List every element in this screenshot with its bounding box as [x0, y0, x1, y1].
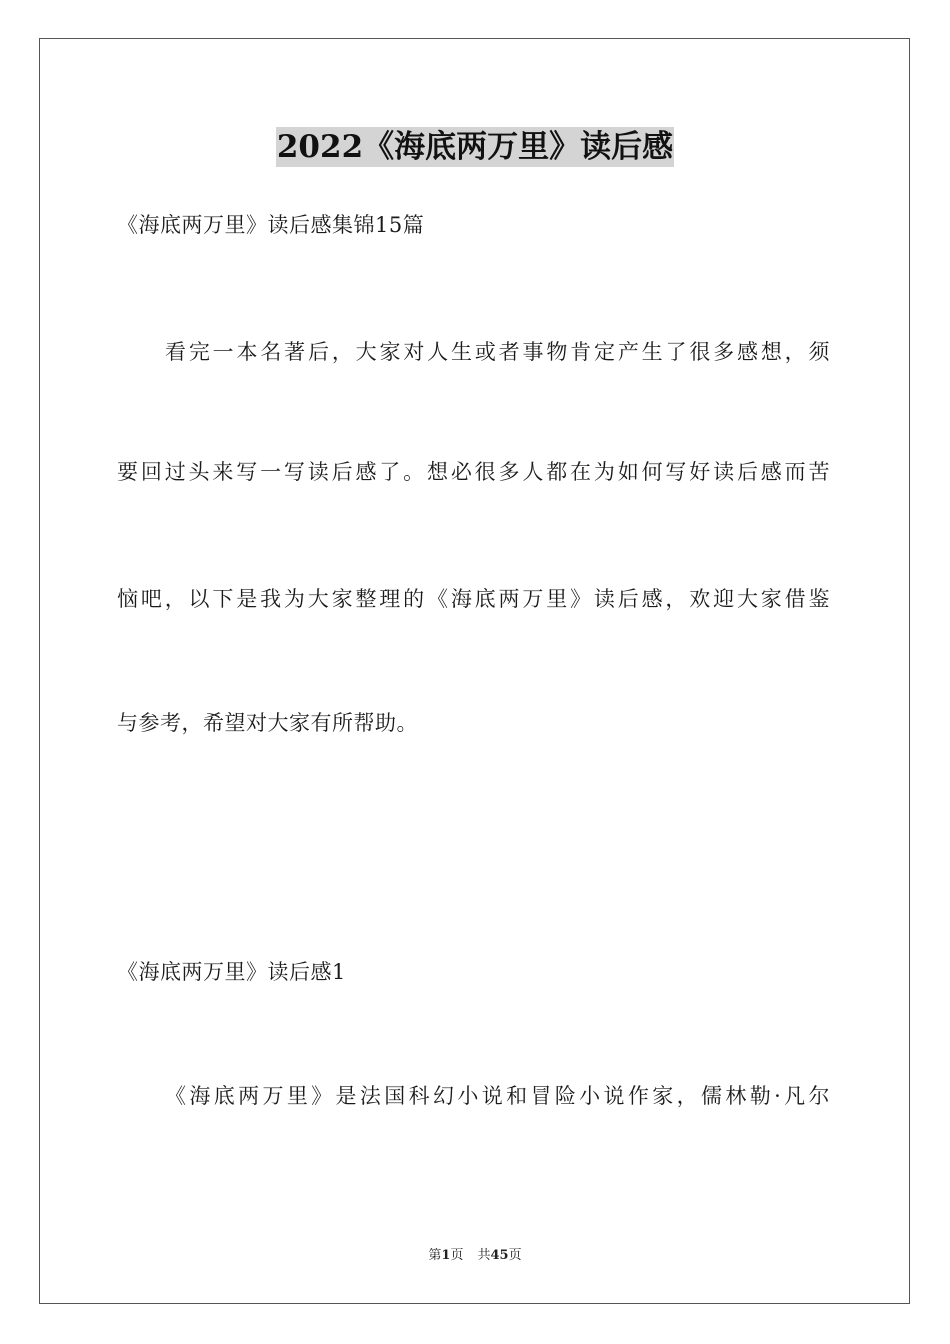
- intro-paragraph-line-4: 与参考，希望对大家有所帮助。: [117, 711, 418, 735]
- page-footer: [0, 1247, 950, 1265]
- footer-total-pages: 45: [490, 1248, 509, 1263]
- document-subtitle: 《海底两万里》读后感集锦15篇: [117, 213, 425, 237]
- footer-total-suffix: 页: [508, 1248, 522, 1263]
- footer-total-prefix: 共: [477, 1248, 491, 1263]
- section-paragraph-line-1: 《海底两万里》是法国科幻小说和冒险小说作家，儒林勒·凡尔: [165, 1084, 830, 1108]
- footer-page-suffix: 页: [450, 1248, 464, 1263]
- intro-paragraph-line-1: 看完一本名著后，大家对人生或者事物肯定产生了很多感想，须: [165, 340, 830, 364]
- section-heading: 《海底两万里》读后感1: [117, 960, 346, 984]
- intro-paragraph-line-3: 恼吧，以下是我为大家整理的《海底两万里》读后感，欢迎大家借鉴: [117, 587, 830, 611]
- title-container: [0, 127, 950, 167]
- intro-paragraph-line-2: 要回过头来写一写读后感了。想必很多人都在为如何写好读后感而苦: [117, 460, 830, 484]
- footer-page-prefix: 第: [428, 1248, 442, 1263]
- document-title: 2022《海底两万里》读后感: [276, 129, 674, 165]
- footer-page-number: 1: [441, 1248, 451, 1263]
